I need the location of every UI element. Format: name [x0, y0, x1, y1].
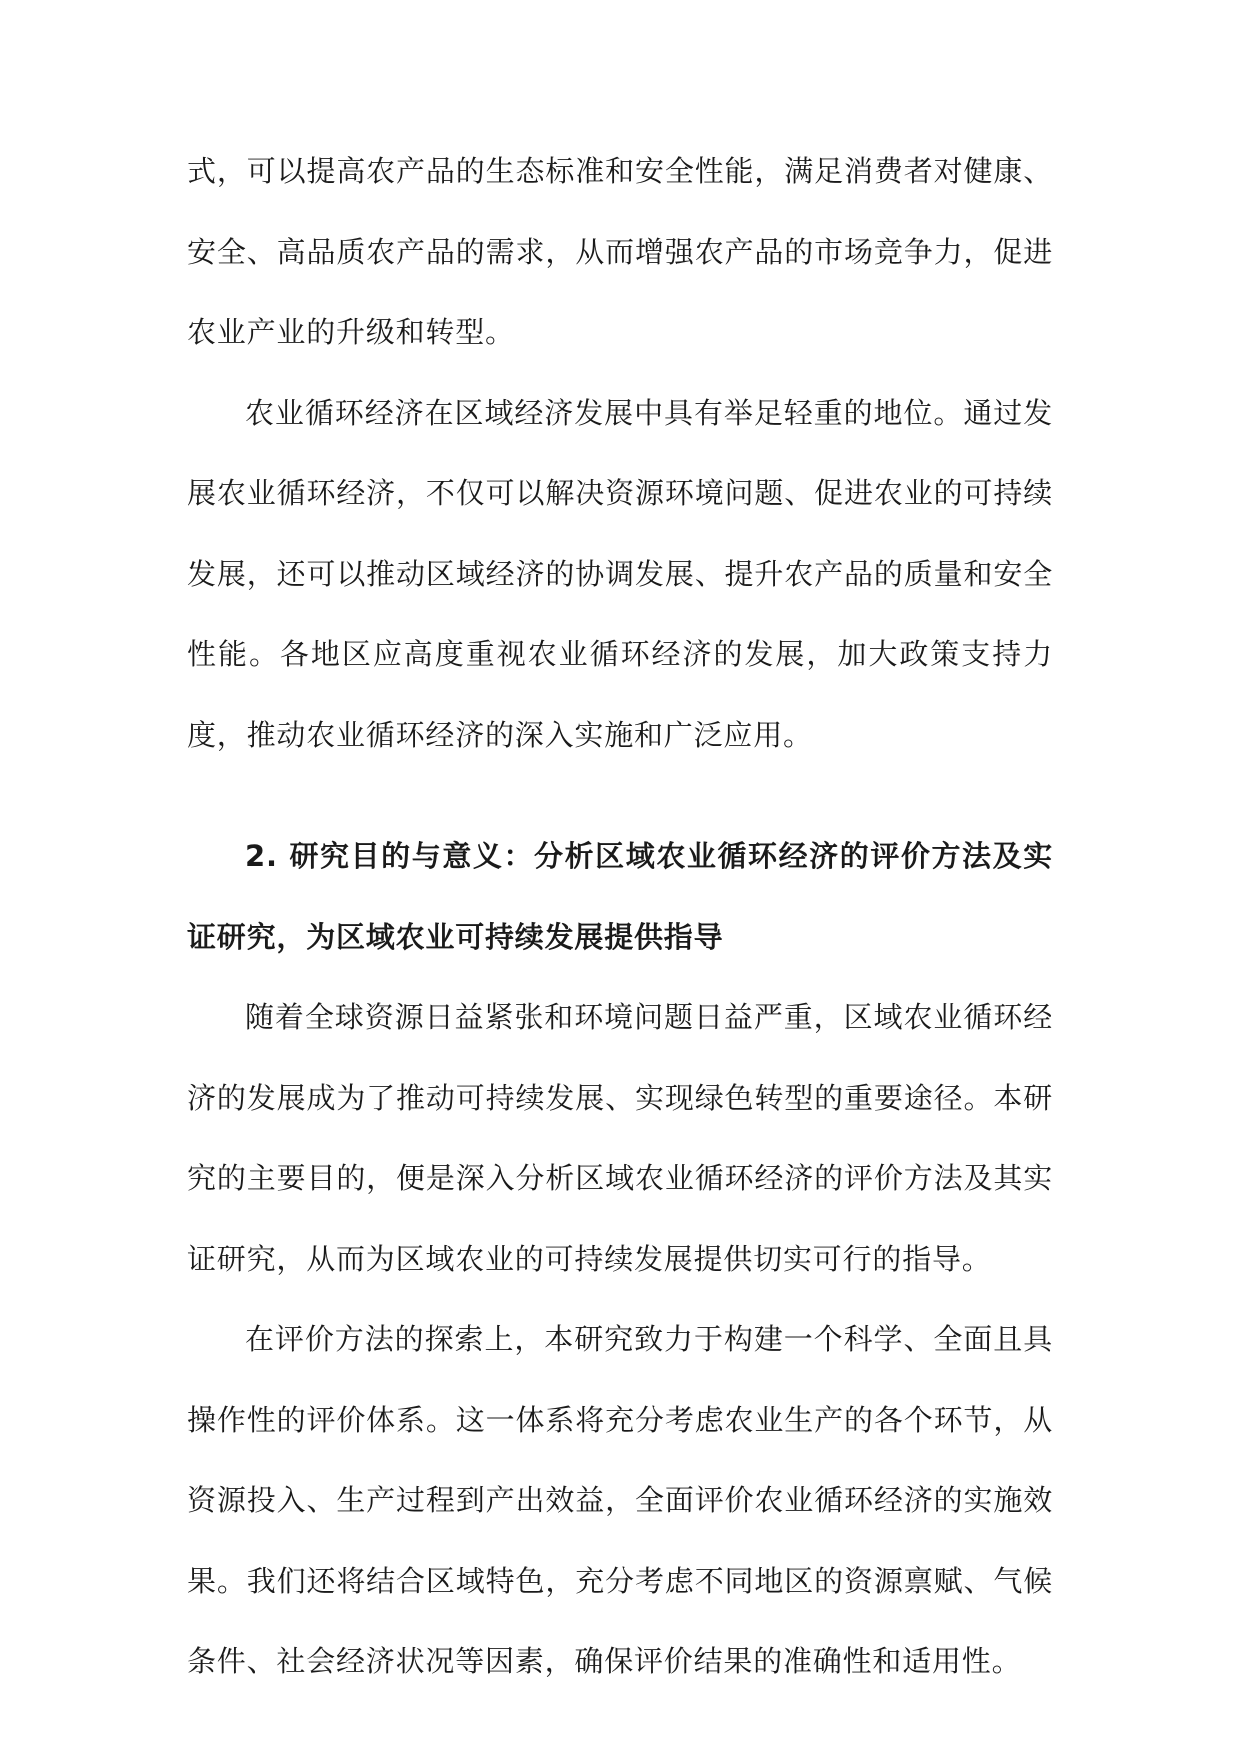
paragraph-regional-economy: 农业循环经济在区域经济发展中具有举足轻重的地位。通过发展农业循环经济，不仅可以解决资源环境问题、促进农业的可持续发展，还可以推动区域经济的协调发展、提升农产品的质量和安全性能。各地区应高度重视农业循环经济的发展，加大政策支持力度，推动农业循环经济的深入实施和广泛应用。 [187, 395, 1053, 752]
paragraph-evaluation-method: 在评价方法的探索上，本研究致力于构建一个科学、全面且具操作性的评价体系。这一体系将充分考虑农业生产的各个环节，从资源投入、生产过程到产出效益，全面评价农业循环经济的实施效果。我们还将结合区域特色，充分考虑不同地区的资源禀赋、气候条件、社会经济状况等因素，确保评价结果的准确性和适用性。 [187, 1322, 1053, 1678]
section-heading: 2. 研究目的与意义：分析区域农业循环经济的评价方法及实证研究，为区域农业可持续发展提供指导 [187, 839, 1053, 954]
paragraph-continuation: 式，可以提高农产品的生态标准和安全性能，满足消费者对健康、安全、高品质农产品的需求，从而增强农产品的市场竞争力，促进农业产业的升级和转型。 [187, 154, 1053, 349]
document-page [187, 131, 1053, 1702]
spacer [187, 775, 1053, 816]
paragraph-research-purpose: 随着全球资源日益紧张和环境问题日益严重，区域农业循环经济的发展成为了推动可持续发展、实现绿色转型的重要途径。本研究的主要目的，便是深入分析区域农业循环经济的评价方法及其实证研究，从而为区域农业的可持续发展提供切实可行的指导。 [187, 1000, 1053, 1276]
